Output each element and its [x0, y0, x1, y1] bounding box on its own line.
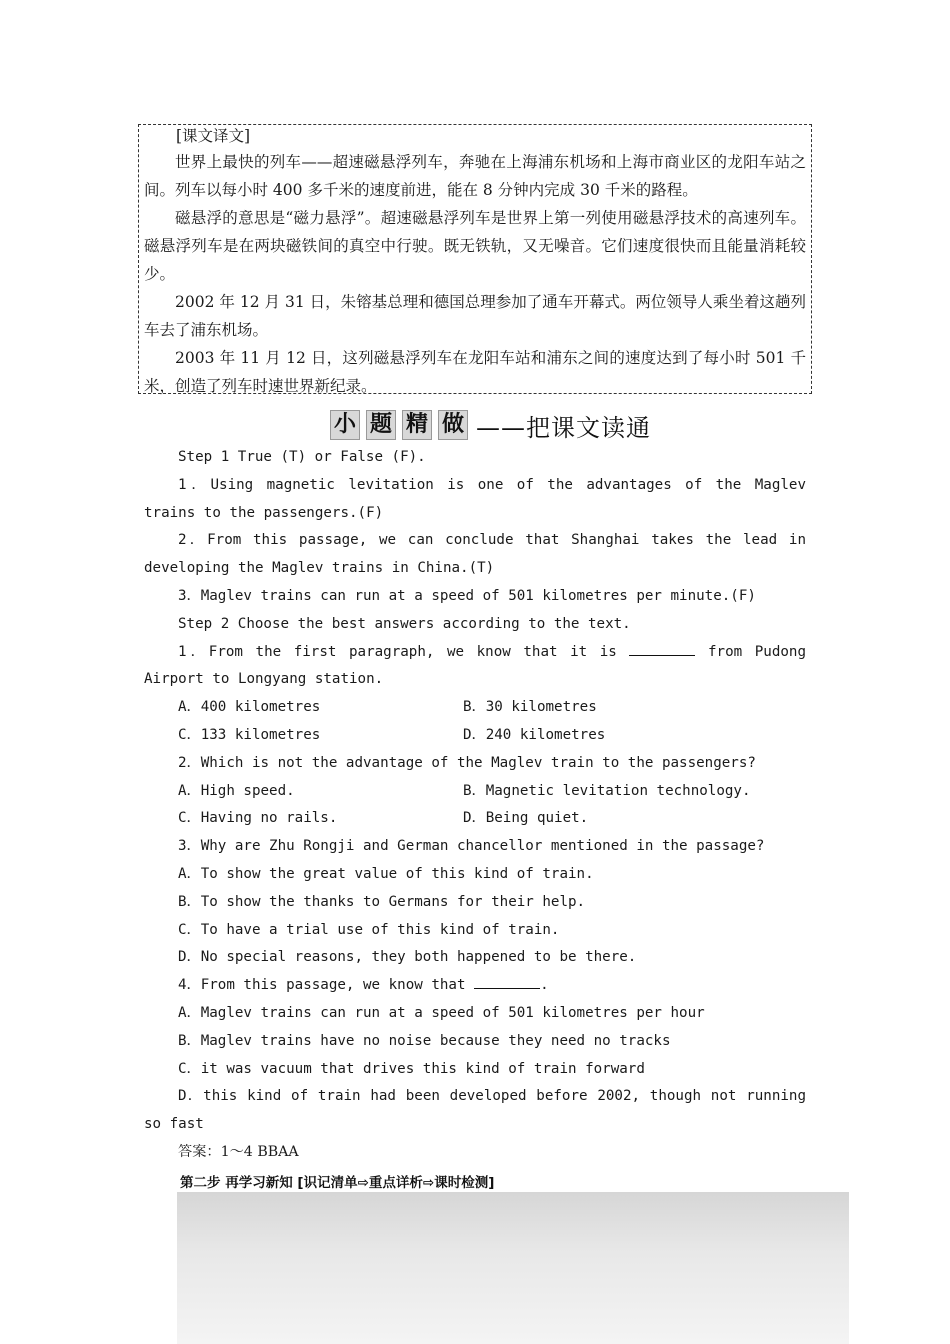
answer-key: 答案：1～4 BBAA [178, 1143, 299, 1160]
title-char: 小 [330, 410, 360, 440]
option: A．High speed. [178, 782, 295, 799]
step1-item: 3．Maglev trains can run at a speed of 501 kilometres per minute.(F) [178, 587, 756, 604]
option-row [144, 778, 806, 806]
option: B．To show the thanks to Germans for their help. [178, 893, 586, 910]
option: D．Being quiet. [463, 810, 589, 827]
option-row [144, 694, 806, 722]
option: C．Having no rails. [178, 810, 338, 827]
title-char: 精 [402, 410, 432, 440]
option: D．this kind of train had been developed before 2002, though not running so fast [144, 1088, 806, 1133]
step1-item: 2．From this passage, we can conclude that Shanghai takes the lead in developing the Maglev trains in China.(T) [144, 532, 806, 577]
answer-blank [629, 641, 695, 656]
question-stem: 1．From the first paragraph, we know that it is [178, 643, 617, 660]
option: C．To have a trial use of this kind of train. [178, 921, 560, 938]
option: A．400 kilometres [178, 699, 321, 716]
option: C．133 kilometres [178, 726, 321, 743]
option: B．Magnetic levitation technology. [463, 782, 751, 799]
question-2: 2．Which is not the advantage of the Maglev train to the passengers? [178, 754, 756, 771]
question-stem: from Pudong Airport to Longyang station. [144, 643, 807, 688]
option-row [144, 805, 806, 833]
question-1 [144, 639, 806, 695]
step2-title: Step 2 Choose the best answers according to the text. [178, 615, 631, 632]
option: C．it was vacuum that drives this kind of train forward [178, 1060, 645, 1077]
translation-paragraph: 世界上最快的列车——超速磁悬浮列车，奔驰在上海浦东机场和上海市商业区的龙阳车站之间。列车以每小时 400 多千米的速度前进，能在 8 分钟内完成 30 千米的路程。 [144, 153, 806, 199]
translation-paragraph: 2002 年 12 月 31 日，朱镕基总理和德国总理参加了通车开幕式。两位领导人乘坐着这趟列车去了浦东机场。 [144, 293, 806, 339]
translation-paragraph: 2003 年 11 月 12 日，这列磁悬浮列车在龙阳车站和浦东之间的速度达到了每小时 501 千米，创造了列车时速世界新纪录。 [144, 349, 806, 395]
translation-body [144, 148, 806, 400]
question-4 [144, 972, 806, 1000]
question-3: 3．Why are Zhu Rongji and German chancellor mentioned in the passage? [178, 838, 765, 855]
option: B．30 kilometres [463, 699, 597, 716]
option: A．Maglev trains can run at a speed of 501 kilometres per hour [178, 1004, 705, 1021]
option: A．To show the great value of this kind of train. [178, 865, 594, 882]
section-title [330, 408, 651, 442]
question-stem: . [540, 977, 549, 994]
option: D．240 kilometres [463, 726, 606, 743]
title-char: 做 [438, 410, 468, 440]
section-subtitle: ——把课文读通 [476, 413, 651, 442]
question-stem: 4．From this passage, we know that [178, 977, 466, 994]
answer-blank [474, 974, 540, 989]
next-step-header: 第二步 再学习新知 [识记清单⇨重点详析⇨课时检测] [180, 1175, 495, 1191]
exercise-section [144, 444, 806, 1167]
gray-panel [177, 1192, 849, 1344]
step1-title: Step 1 True (T) or False (F). [178, 449, 426, 465]
option-row [144, 722, 806, 750]
option: B．Maglev trains have no noise because they need no tracks [178, 1032, 671, 1049]
translation-heading: [课文译文] [176, 127, 251, 145]
title-char: 题 [366, 410, 396, 440]
option: D．No special reasons, they both happened to be there. [178, 949, 637, 966]
step1-item: 1．Using magnetic levitation is one of the advantages of the Maglev trains to the passengers.(F) [144, 476, 806, 521]
translation-paragraph: 磁悬浮的意思是“磁力悬浮”。超速磁悬浮列车是世界上第一列使用磁悬浮技术的高速列车。磁悬浮列车是在两块磁铁间的真空中行驶。既无铁轨，又无噪音。它们速度很快而且能量消耗较少。 [144, 209, 806, 283]
